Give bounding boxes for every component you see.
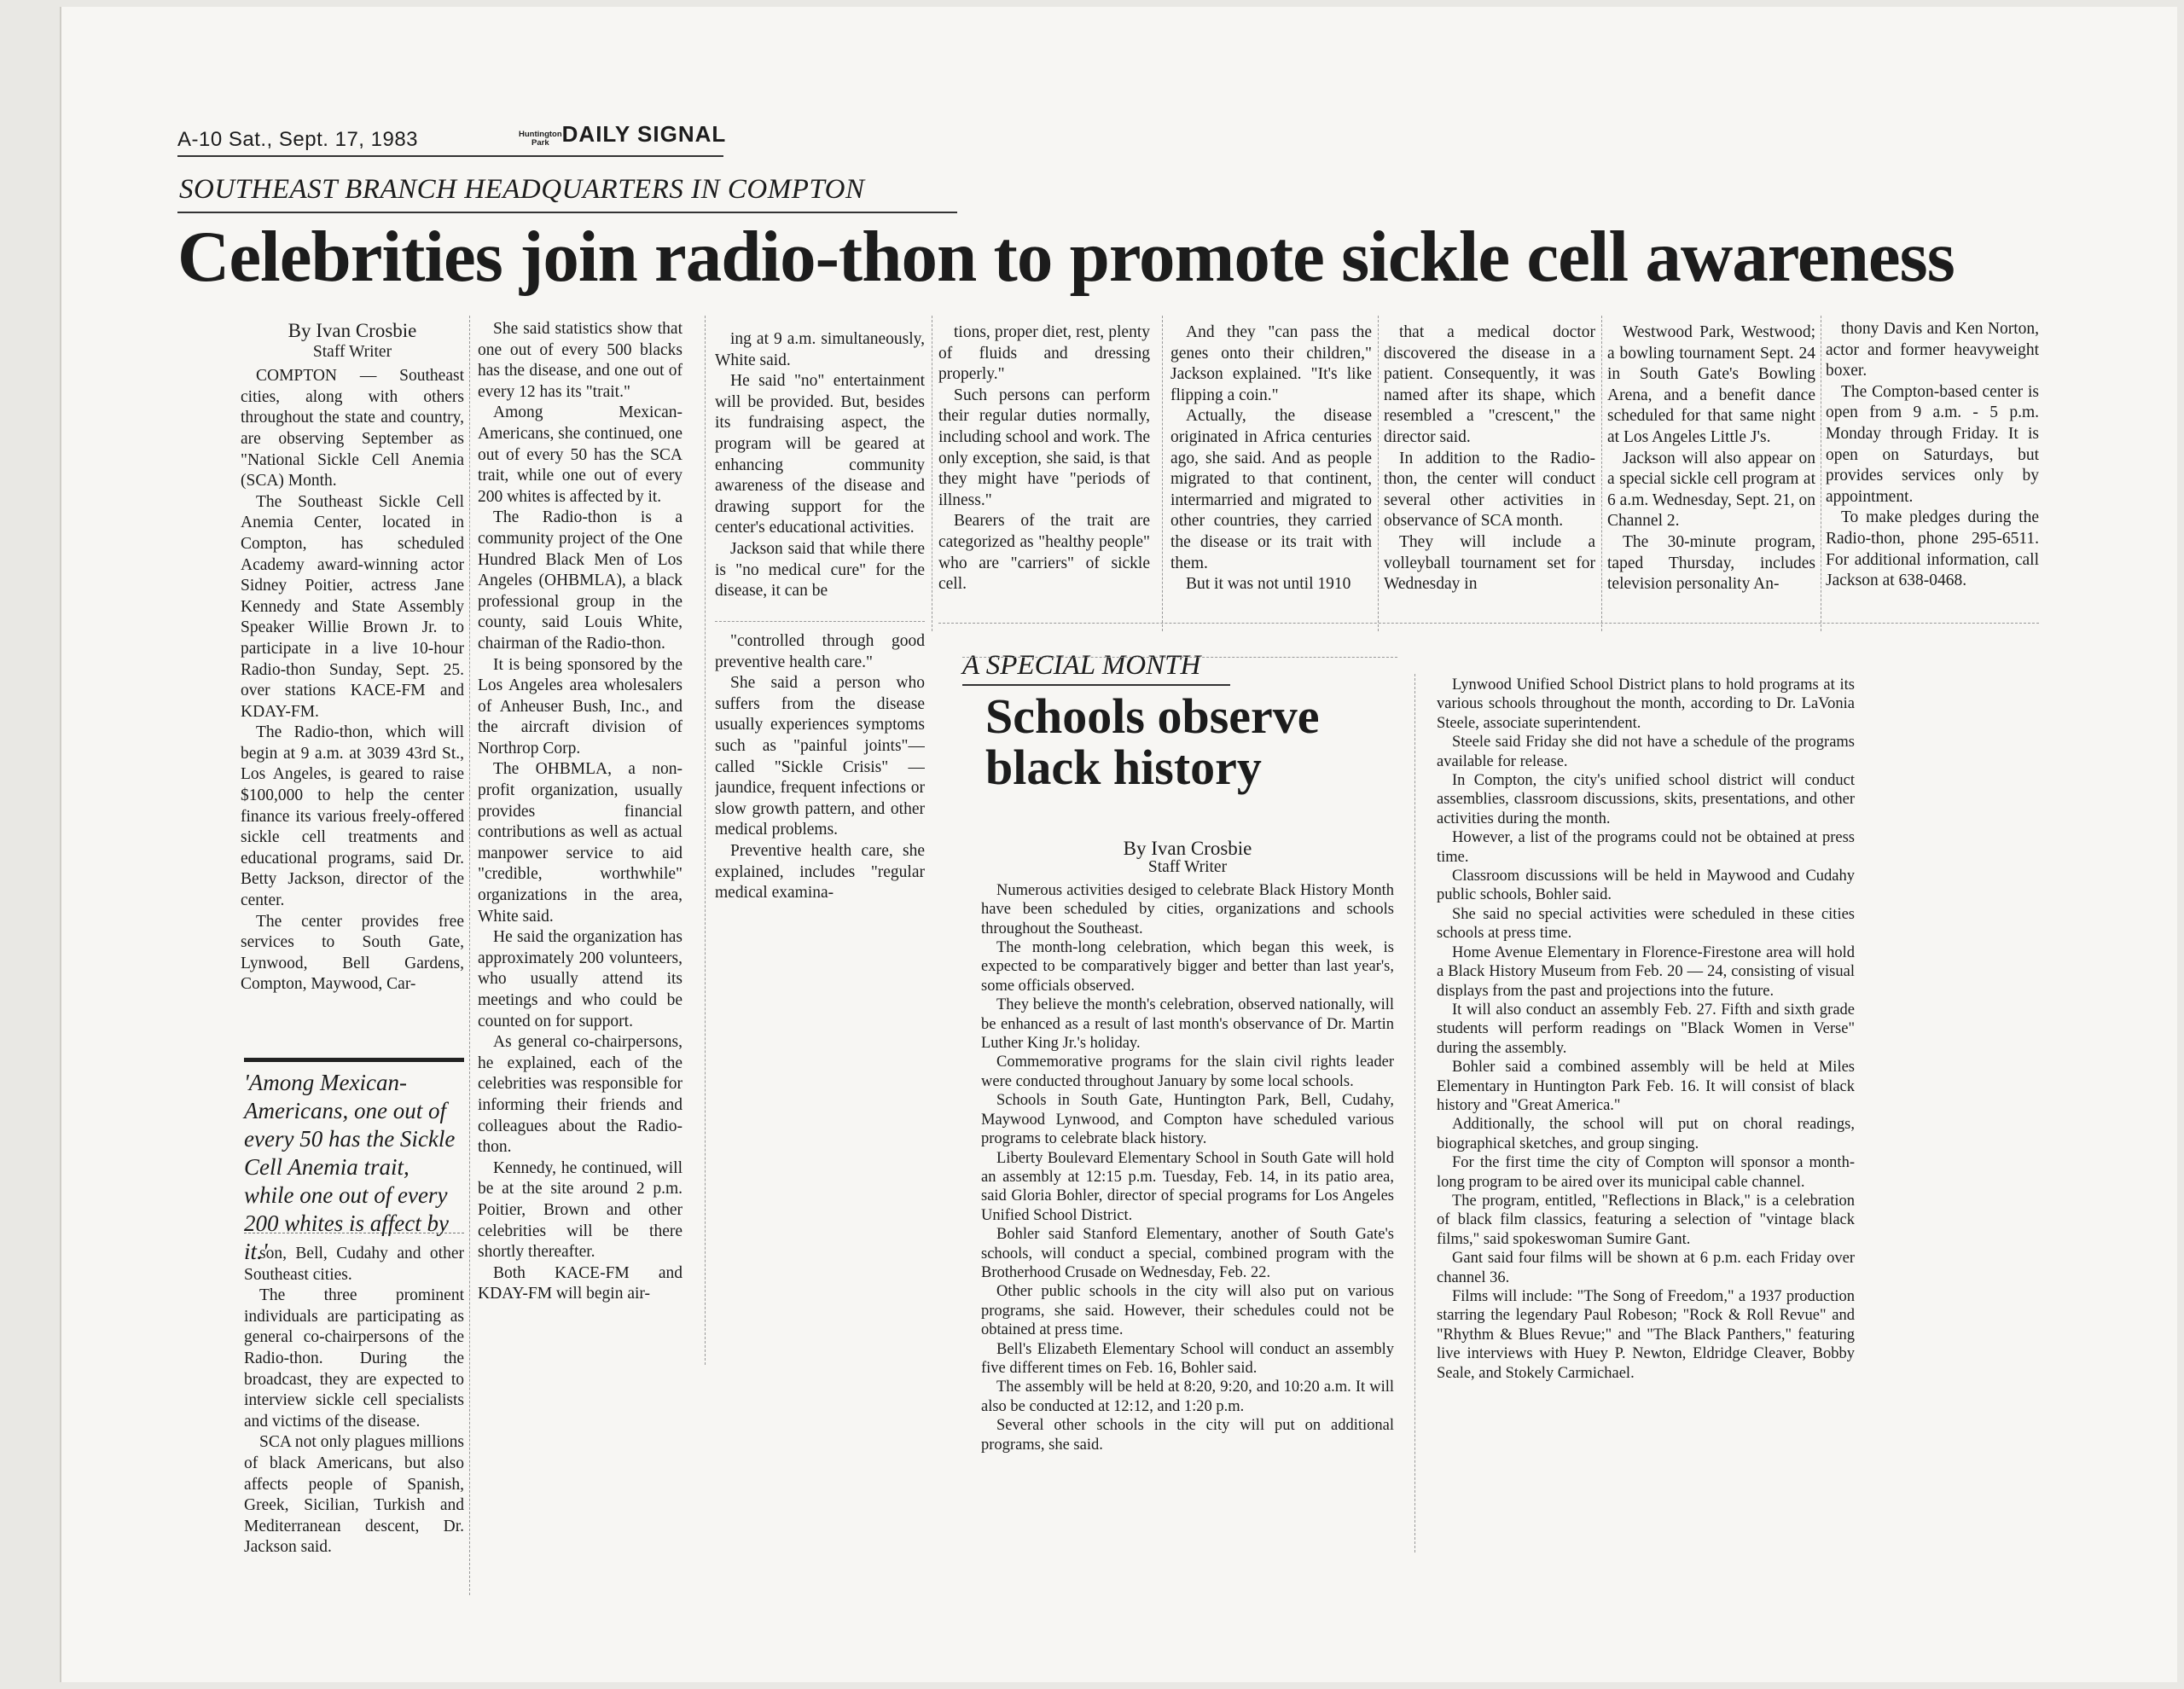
paragraph: Several other schools in the city will put on additional programs, she said. [981,1417,1394,1454]
paragraph: Such persons can perform their regular duties normally, including school and work. The only exception, she said, is that they might have "periods of illness." [938,386,1150,509]
paragraph: Additionally, the school will put on choral readings, biographical sketches, and group singing. [1437,1116,1855,1152]
column-a-body [981,881,1394,1454]
story-kicker: SOUTHEAST BRANCH HEADQUARTERS IN COMPTON [179,174,865,205]
page-folio: A-10 Sat., Sept. 17, 1983 [177,128,419,151]
headline: Celebrities join radio-thon to promote sickle cell awareness [177,217,1955,297]
paragraph: Steele said Friday she did not have a schedule of the programs available for release. [1437,734,1855,770]
column-6 [1384,322,1595,612]
paragraph: Commemorative programs for the slain civil rights leader were conducted throughout January by some local schools. [981,1053,1394,1090]
column-8 [1826,319,2039,609]
column-b [1437,676,1855,1546]
paragraph: tions, proper diet, rest, plenty of fluids and dressing properly." [938,323,1150,384]
masthead-name: DAILY SIGNAL [561,121,727,147]
paragraph: As general co-chairpersons, he explained, each of the celebrities was responsible for informing their friends and colleagues about the Radio-thon. [478,1033,682,1157]
paragraph: But it was not until 1910 [1186,575,1351,594]
paragraph: Bohler said a combined assembly will be held at Miles Elementary in Huntington Park Feb. 16. It will consist of black history and "Great America." [1437,1059,1855,1114]
paragraph: For the first time the city of Compton will sponsor a month-long program to be aired over its municipal cable channel. [1437,1154,1855,1191]
paragraph: The center provides free services to South Gate, Lynwood, Bell Gardens, Compton, Maywood, Car- [241,912,464,994]
paragraph: However, a list of the programs could not be obtained at press time. [1437,829,1855,866]
column-rule [705,316,706,1365]
paragraph: And they "can pass the genes onto their children," Jackson explained. "It's like flipping a coin." [1170,323,1372,404]
paragraph: The Southeast Sickle Cell Anemia Center, located in Compton, has scheduled Academy award-winning actor Sidney Poitier, actress Jane Kennedy and State Assembly Speaker Willie Brown Jr. to participate in a live 10-hour Radio-thon Sunday, Sept. 25. over stations KACE-FM and KDAY-FM. [241,492,464,721]
paragraph: The 30-minute program, taped Thursday, includes television personality An- [1607,532,1815,594]
second-story-rule [962,684,1230,686]
paragraph: It will also conduct an assembly Feb. 27. Fifth and sixth grade students will perform readings on "Black Women in Verse" during the assembly. [1437,1001,1855,1057]
paragraph: thony Davis and Ken Norton, actor and former heavyweight boxer. [1826,320,2039,380]
second-story-staff: Staff Writer [1147,858,1228,877]
column-rule [1414,674,1416,1553]
section-rule [938,623,2039,624]
paragraph: The assembly will be held at 8:20, 9:20, and 10:20 a.m. It will also be conducted at 12:12, and 1:20 p.m. [981,1378,1394,1415]
column-3 [715,329,925,611]
paragraph: Gant said four films will be shown at 6 p.m. each Friday over channel 36. [1437,1250,1855,1286]
paragraph: Bearers of the trait are categorized as "healthy people" who are "carriers" of sickle cell. [938,512,1150,594]
paragraph: Lynwood Unified School District plans to hold programs at its various schools throughout the month, according to Dr. LaVonia Steele, associate superintendent. [1437,676,1855,732]
column-1-body [241,366,464,995]
column-3b [715,631,925,938]
second-story-kicker: A SPECIAL MONTH [962,650,1201,681]
paragraph: He said "no" entertainment will be provided. But, besides its fundraising aspect, the program will be geared at enhancing community awareness of the disease and drawing support for the center's educational activities. [715,372,925,537]
paragraph: Preventive health care, she explained, includes "regular medical examina- [715,841,925,903]
paragraph: Westwood Park, Westwood; a bowling tournament Sept. 24 in South Gate's Bowling Arena, and a benefit dance scheduled for that same night at Los Angeles Little J's. [1607,323,1815,446]
paragraph: Both KACE-FM and KDAY-FM will begin air- [478,1263,682,1303]
paragraph: The month-long celebration, which began this week, is expected to be comparatively bigger and better than last year's, some officials observed. [981,939,1394,995]
paragraph: Numerous activities desiged to celebrate Black History Month have been scheduled by cities, organizations and schools throughout the Southeast. [981,881,1394,937]
column-rule [469,316,471,1595]
column-7 [1607,322,1815,612]
paragraph: The OHBMLA, a non-profit organization, usually provides financial contributions as well as actual manpower service to aid "credible, worthwhile" organizations in the area, White said. [478,760,682,926]
paragraph: son, Bell, Cudahy and other Southeast cities. [244,1245,464,1284]
paragraph: They believe the month's celebration, observed nationally, will be enhanced as a result of last month's observance of Dr. Martin Luther King Jr.'s holiday. [981,996,1394,1053]
paragraph: Actually, the disease originated in Africa centuries ago, she said. And as people migrated to that continent, intermarried and migrated to other countries, they carried the disease or its trait with them. [1170,407,1372,572]
column-1b [244,1244,464,1585]
paragraph: She said statistics show that one out of every 500 blacks has the disease, and one out of every 12 has its "trait." [478,320,682,401]
paragraph: Home Avenue Elementary in Florence-Firestone area will hold a Black History Museum from Feb. 20 — 24, consisting of visual displays from the past and projections into the future. [1437,943,1855,1000]
column-rule [1821,316,1822,631]
paragraph: She said no special activities were scheduled in these cities schools at press time. [1437,905,1855,943]
paragraph: Liberty Boulevard Elementary School in South Gate will hold an assembly at 12:15 p.m. Tuesday, Feb. 14, in its patio area, said Gloria Bohler, director of special programs for Los Angeles Unified School District. [981,1149,1394,1224]
paragraph: In addition to the Radio-thon, the center will conduct several other activities in observance of SCA month. [1384,449,1595,531]
paragraph: Jackson said that while there is "no medical cure" for the disease, it can be [715,539,925,601]
paragraph: Bohler said Stanford Elementary, another of South Gate's schools, will conduct a special, combined program with the Brotherhood Crusade on Wednesday, Feb. 22. [981,1226,1394,1281]
masthead-small [519,131,562,148]
paragraph: The Radio-thon is a community project of the One Hundred Black Men of Los Angeles (OHBMLA), a black professional group in the county, said Louis White, chairman of the Radio-thon. [478,508,682,653]
column-rule [932,316,933,631]
masthead [519,121,726,148]
header-rule [177,155,723,157]
column-a [981,833,1394,1541]
paragraph: Other public schools in the city will also put on various programs, she said. However, their schedules could not be obtained at press time. [981,1283,1394,1339]
paragraph: ing at 9 a.m. simultaneously, White said. [715,330,925,369]
paragraph: Jackson will also appear on a special sickle cell program at 6 a.m. Wednesday, Sept. 21, on Channel 2. [1607,449,1815,531]
paragraph: He said the organization has approximately 200 volunteers, who usually attend its meetings and who could be counted on for support. [478,928,682,1030]
column-1 [241,314,464,1054]
paragraph: Films will include: "The Song of Freedom," a 1937 production starring the legendary Paul Robeson; "Rock & Roll Revue" and "Rhythm & Blues Revue;" and "The Black Panthers," featuring live interviews with Huey P. Newton, Eldridge Cleaver, Bobby Seale, and Stokely Carmichael. [1437,1288,1855,1382]
paragraph: Classroom discussions will be held in Maywood and Cudahy public schools, Bohler said. [1437,868,1855,904]
staff-writer: Staff Writer [312,342,392,361]
column-2 [478,319,682,1343]
paragraph: Kennedy, he continued, will be at the site around 2 p.m. Poitier, Brown and other celebrities will be there shortly thereafter. [478,1158,682,1262]
paragraph: Bell's Elizabeth Elementary School will conduct an assembly five different times on Feb. 16, Bohler said. [981,1340,1394,1377]
paragraph: SCA not only plagues millions of black Americans, but also affects people of Spanish, Greek, Sicilian, Turkish and Mediterranean descent, Dr. Jackson said. [244,1433,464,1557]
column-rule [1601,316,1603,631]
paragraph: COMPTON — Southeast cities, along with others throughout the state and country, are observing September as "National Sickle Cell Anemia (SCA) Month. [241,367,464,490]
pull-quote: 'Among Mexican-Americans, one out of every 50 has the Sickle Cell Anemia trait, while one out of every 200 whites is affect by it.' [244,1058,464,1233]
paragraph: The Radio-thon, which will begin at 9 a.m. at 3039 43rd St., Los Angeles, is geared to raise $100,000 to help the center finance its various freely-offered sickle cell treatments and educational programs, said Dr. Betty Jackson, director of the center. [241,723,464,910]
paragraph: To make pledges during the Radio-thon, phone 295-6511. For additional information, call Jackson at 638-0468. [1826,508,2039,590]
section-rule [962,657,1397,659]
second-story-byline: By Ivan Crosbie [1123,838,1252,859]
paragraph: "controlled through good preventive health care." [715,632,925,671]
paragraph: They will include a volleyball tournament set for Wednesday in [1384,532,1595,594]
masthead-small-2: Park [531,138,549,148]
paragraph: Among Mexican-Americans, she continued, one out of every 50 has the SCA trait, while one out of every 200 whites is affected by it. [478,403,682,506]
column-4 [938,322,1150,612]
byline: By Ivan Crosbie [288,320,417,341]
section-rule [715,621,925,623]
paragraph: that a medical doctor discovered the disease in a patient. Consequently, it was named after its shape, which resembled a "crescent," the director said. [1384,323,1595,446]
masthead-small-1: Huntington [519,130,562,139]
paragraph: The three prominent individuals are participating as general co-chairpersons of the Radio-thon. During the broadcast, they are expected to interview sickle cell specialists and victims of the disease. [244,1286,464,1431]
kicker-rule [177,212,957,213]
column-rule [1162,316,1164,631]
paragraph: It is being sponsored by the Los Angeles area wholesalers of Anheuser Bush, Inc., and the aircraft division of Northrop Corp. [478,655,682,757]
paragraph: In Compton, the city's unified school district will conduct assemblies, classroom discussions, skits, presentations, and other activities during the month. [1437,772,1855,827]
paragraph: The Compton-based center is open from 9 a.m. - 5 p.m. Monday through Friday. It is open on Saturdays, but provides services only by appointment. [1826,382,2039,506]
column-5 [1170,322,1372,612]
paragraph: Schools in South Gate, Huntington Park, Bell, Cudahy, Maywood Lynwood, and Compton have scheduled various programs to celebrate black history. [981,1092,1394,1148]
second-story-headline: Schools observe black history [985,688,1320,795]
paragraph: She said a person who suffers from the disease usually experiences symptoms such as "painful joints"—called "Sickle Crisis" — jaundice, frequent infections or slow growth pattern, and other medical problems. [715,674,925,839]
paragraph: The program, entitled, "Reflections in Black," is a celebration of black film classics, featuring a selection of "vintage black films," said spokeswoman Sumire Gant. [1437,1192,1855,1248]
column-rule [1378,316,1380,631]
